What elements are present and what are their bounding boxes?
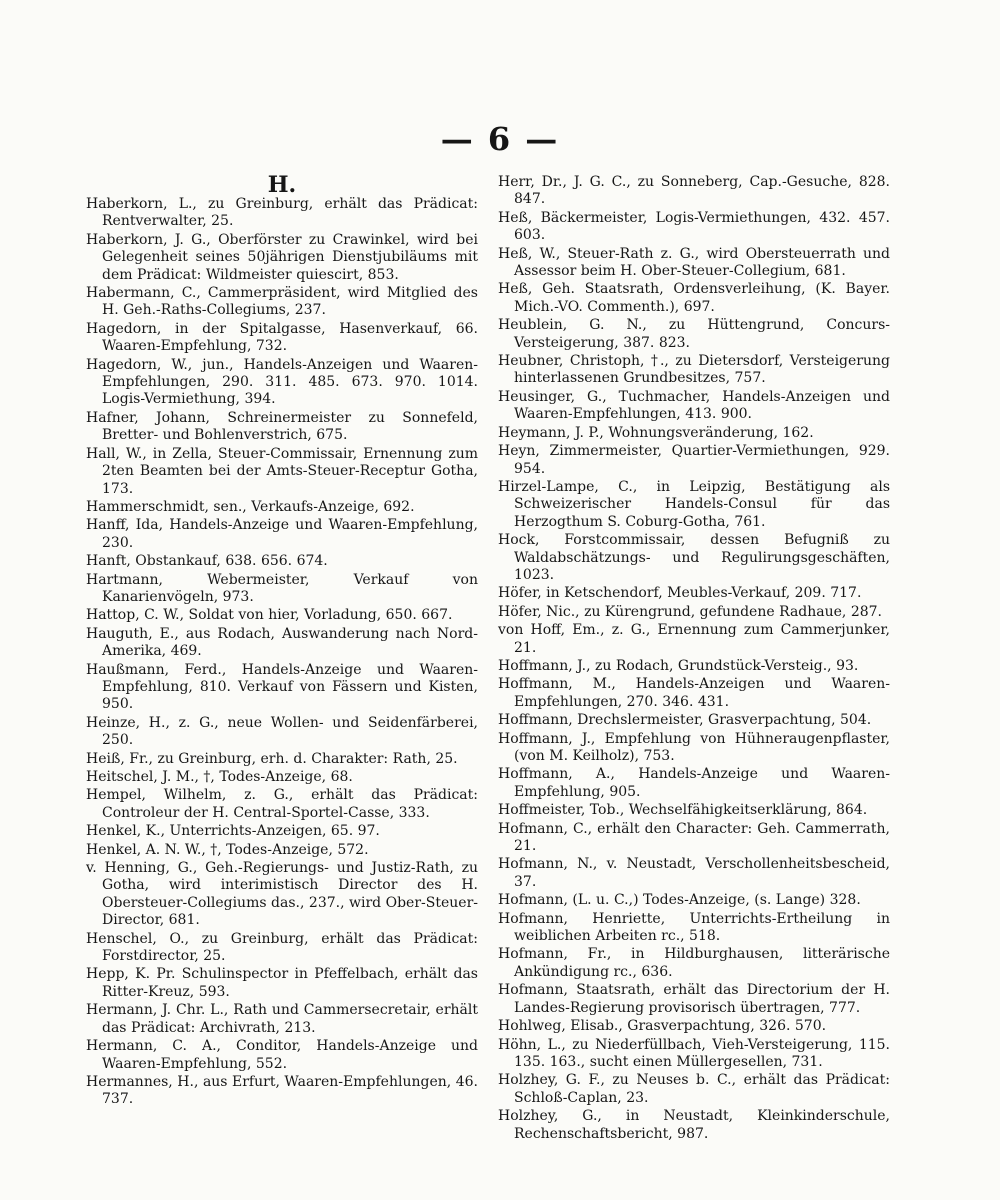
index-entry: Höfer, Nic., zu Kürengrund, gefundene Radhaue, 287. [498, 603, 883, 620]
index-entry: Hepp, K. Pr. Schulinspector in Pfeffelbach, erhält das Ritter-Kreuz, 593. [86, 966, 478, 1000]
index-entry: Hauguth, E., aus Rodach, Auswanderung nach Nord-Amerika, 469. [86, 625, 478, 660]
index-entry: Hagedorn, W., jun., Handels-Anzeigen und Waaren-Empfehlungen, 290. 311. 485. 673. 970. 1014. Logis-Vermiethung, 394. [86, 356, 478, 408]
index-entry: Hofmann, Fr., in Hildburghausen, litterärische Ankündigung rc., 636. [498, 946, 890, 980]
index-entry: Höhn, L., zu Niederfüllbach, Vieh-Versteigerung, 115. 135. 163., sucht einen Müllergesellen, 731. [498, 1036, 890, 1070]
index-entry: Heß, Geh. Staatsrath, Ordensverleihung, (K. Bayer. Mich.-VO. Commenth.), 697. [498, 281, 890, 315]
right-column [498, 174, 890, 1144]
index-entry: Hofmann, N., v. Neustadt, Verschollenheitsbescheid, 37. [498, 856, 890, 890]
index-entry: Hattop, C. W., Soldat von hier, Vorladung, 650. 667. [86, 607, 453, 624]
index-entry: Hanft, Obstankauf, 638. 656. 674. [86, 553, 328, 570]
index-entry: Hermann, C. A., Conditor, Handels-Anzeige und Waaren-Empfehlung, 552. [86, 1038, 478, 1072]
index-entry: Hoffmann, J., Empfehlung von Hühneraugenpflaster, (von M. Keilholz), 753. [498, 730, 890, 764]
index-entry: Hoffmann, J., zu Rodach, Grundstück-Versteig., 93. [498, 657, 859, 674]
index-entry: Heitschel, J. M., †, Todes-Anzeige, 68. [86, 769, 353, 785]
index-entry: Herr, Dr., J. G. C., zu Sonneberg, Cap.-Gesuche, 828. 847. [498, 174, 890, 208]
index-entry: Hagedorn, in der Spitalgasse, Hasenverkauf, 66. Waaren-Empfehlung, 732. [86, 320, 478, 355]
index-entry: Hofmann, (L. u. C.,) Todes-Anzeige, (s. Lange) 328. [498, 892, 861, 909]
index-entry: Hartmann, Webermeister, Verkauf von Kanarienvögeln, 973. [86, 571, 478, 605]
index-entry: Hock, Forstcommissair, dessen Befugniß zu Waldabschätzungs- und Regulirungsgeschäften, 1023. [498, 532, 890, 583]
index-entry: Hoffmeister, Tob., Wechselfähigkeitserklärung, 864. [498, 802, 868, 819]
index-entry: Henschel, O., zu Greinburg, erhält das Prädicat: Forstdirector, 25. [86, 930, 478, 965]
index-entry: Holzhey, G., in Neustadt, Kleinkinderschule, Rechenschaftsbericht, 987. [498, 1108, 890, 1142]
index-entry: Hafner, Johann, Schreinermeister zu Sonnefeld, Bretter- und Bohlenverstrich, 675. [86, 409, 478, 444]
index-entry: Holzhey, G. F., zu Neuses b. C., erhält das Prädicat: Schloß-Caplan, 23. [498, 1072, 890, 1106]
index-entry: Haberkorn, L., zu Greinburg, erhält das Prädicat: Rentverwalter, 25. [86, 196, 478, 230]
page-number: — 6 — [440, 120, 560, 158]
index-entry: Haußmann, Ferd., Handels-Anzeige und Waaren-Empfehlung, 810. Verkauf von Fässern und Kisten, 950. [86, 661, 478, 713]
index-entry: Heymann, J. P., Wohnungsveränderung, 162. [498, 424, 814, 441]
index-entry: Heusinger, G., Tuchmacher, Handels-Anzeigen und Waaren-Empfehlungen, 413. 900. [498, 388, 890, 423]
index-entry: Hammerschmidt, sen., Verkaufs-Anzeige, 692. [86, 498, 415, 515]
index-entry: Hanff, Ida, Handels-Anzeige und Waaren-Empfehlung, 230. [86, 517, 478, 551]
index-entry: Hempel, Wilhelm, z. G., erhält das Prädicat: Controleur der H. Central-Sportel-Casse, 333. [86, 787, 478, 821]
index-entry: Hohlweg, Elisab., Grasverpachtung, 326. 570. [498, 1018, 827, 1035]
index-entry: Hermannes, H., aus Erfurt, Waaren-Empfehlungen, 46. 737. [86, 1073, 478, 1108]
index-entry: v. Henning, G., Geh.-Regierungs- und Justiz-Rath, zu Gotha, wird interimistisch Director des H. Obersteuer-Collegiums das., 237., wird Ober-Steuer-Director, 681. [86, 860, 478, 929]
index-entry: Heubner, Christoph, †., zu Dietersdorf, Versteigerung hinterlassenen Grundbesitzes, 757. [498, 353, 890, 387]
index-entry: Henkel, A. N. W., †, Todes-Anzeige, 572. [86, 841, 369, 858]
index-entry: Hermann, J. Chr. L., Rath und Cammersecretair, erhält das Prädicat: Archivrath, 213. [86, 1002, 478, 1036]
index-entry: Hofmann, C., erhält den Character: Geh. Cammerrath, 21. [498, 820, 890, 855]
index-entry: Höfer, in Ketschendorf, Meubles-Verkauf, 209. 717. [498, 585, 862, 602]
index-entry: Hoffmann, Drechslermeister, Grasverpachtung, 504. [498, 712, 872, 729]
index-entry: Heublein, G. N., zu Hüttengrund, Concurs-Versteigerung, 387. 823. [498, 317, 890, 351]
index-entry: Heiß, Fr., zu Greinburg, erh. d. Charakter: Rath, 25. [86, 750, 458, 767]
index-entry: Henkel, K., Unterrichts-Anzeigen, 65. 97. [86, 823, 380, 840]
left-column [86, 174, 478, 1110]
index-entry: Hoffmann, M., Handels-Anzeigen und Waaren-Empfehlungen, 270. 346. 431. [498, 676, 890, 710]
index-entry: Hofmann, Staatsrath, erhält das Directorium der H. Landes-Regierung provisorisch übertragen, 777. [498, 982, 890, 1016]
index-entry: Haberkorn, J. G., Oberförster zu Crawinkel, wird bei Gelegenheit seines 50jährigen Dienstjubiläums mit dem Prädicat: Wildmeister quiescirt, 853. [86, 231, 478, 283]
index-entry: Hoffmann, A., Handels-Anzeige und Waaren-Empfehlung, 905. [498, 766, 890, 800]
index-entry: Hirzel-Lampe, C., in Leipzig, Bestätigung als Schweizerischer Handels-Consul für das Herzogthum S. Coburg-Gotha, 761. [498, 478, 890, 530]
index-entry: Hofmann, Henriette, Unterrichts-Ertheilung in weiblichen Arbeiten rc., 518. [498, 910, 890, 945]
section-letter: H. [267, 172, 297, 198]
index-entry: Hall, W., in Zella, Steuer-Commissair, Ernennung zum 2ten Beamten bei der Amts-Steuer-Receptur Gotha, 173. [86, 445, 478, 497]
index-entry: von Hoff, Em., z. G., Ernennung zum Cammerjunker, 21. [498, 622, 890, 656]
index-entry: Heß, Bäckermeister, Logis-Vermiethungen, 432. 457. 603. [498, 209, 890, 244]
index-entry: Habermann, C., Cammerpräsident, wird Mitglied des H. Geh.-Raths-Collegiums, 237. [86, 285, 478, 319]
index-entry: Heinze, H., z. G., neue Wollen- und Seidenfärberei, 250. [86, 714, 478, 749]
index-entry: Heyn, Zimmermeister, Quartier-Vermiethungen, 929. 954. [498, 443, 890, 477]
index-entry: Heß, W., Steuer-Rath z. G., wird Obersteuerrath und Assessor beim H. Ober-Steuer-Collegium, 681. [498, 245, 890, 280]
